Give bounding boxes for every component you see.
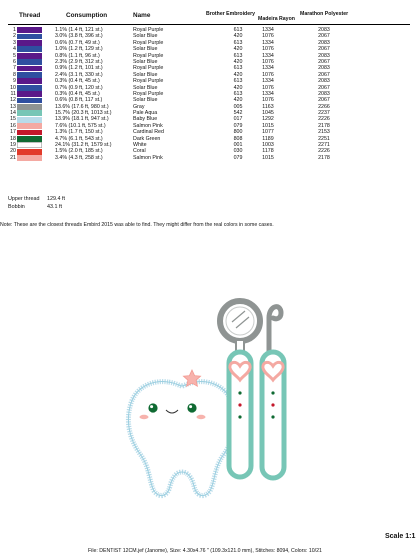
file-info: File: DENTIST 12CM.jef (Janome), Size: 4.30x4.76 " (109.3x121.0 mm), Stitches: 8094, Colors: 10/21: [88, 548, 322, 554]
madeira-code-cell: 1015: [262, 154, 274, 161]
madeira-code-cell: 1076: [262, 71, 274, 78]
brother-code-cell: 613: [233, 52, 243, 59]
header-thread: Thread: [19, 12, 41, 19]
consumption-cell: 0.6% (0.8 ft, 117 st.): [55, 97, 103, 104]
consumption-cell: 13.9% (18.1 ft, 947 st.): [55, 116, 109, 123]
thread-number: 5: [13, 52, 16, 59]
marathon-code-cell: 2067: [318, 46, 330, 53]
madeira-code-cell: 1334: [262, 65, 274, 72]
marathon-code-cell: 2237: [318, 110, 330, 117]
thread-name-cell: Baby Blue: [133, 116, 158, 123]
brother-code-cell: 079: [233, 122, 243, 129]
brother-code-cell: 420: [233, 33, 243, 40]
marathon-code-cell: 2067: [318, 58, 330, 65]
brother-code-cell: 420: [233, 71, 243, 78]
consumption-cell: 24.1% (31.2 ft, 1579 st.): [55, 142, 112, 149]
brother-code-cell: 808: [233, 135, 243, 142]
brother-code-cell: 420: [233, 97, 243, 104]
madeira-code-cell: 1076: [262, 58, 274, 65]
thread-name-cell: Dark Green: [133, 135, 161, 142]
marathon-code-cell: 2083: [318, 52, 330, 59]
thread-name-cell: Pale Aqua: [133, 110, 158, 117]
thread-name-cell: Royal Purple: [133, 52, 164, 59]
thread-name-cell: Royal Purple: [133, 27, 164, 33]
thread-number: 12: [10, 97, 16, 104]
brother-code-cell: 420: [233, 84, 243, 91]
marathon-code-cell: 2083: [318, 78, 330, 85]
consumption-cell: 13.6% (17.6 ft, 980 st.): [55, 103, 109, 110]
thread-name-cell: Gray: [133, 103, 145, 110]
consumption-cell: 0.9% (1.2 ft, 101 st.): [55, 65, 103, 72]
upper-thread-label: Upper thread: [8, 196, 40, 202]
consumption-cell: 0.3% (0.4 ft, 45 st.): [55, 90, 100, 97]
consumption-cell: 0.3% (0.4 ft, 45 st.): [55, 78, 100, 85]
marathon-code-cell: 2153: [318, 129, 330, 136]
brother-code-cell: 613: [233, 78, 243, 85]
brother-code-cell: 017: [233, 116, 243, 123]
consumption-cell: 3.0% (3.8 ft, 396 st.): [55, 33, 103, 40]
thread-name-cell: Solar Blue: [133, 84, 158, 91]
thread-name-cell: White: [133, 142, 147, 149]
marathon-code-cell: 2271: [318, 142, 330, 149]
brother-code-cell: 542: [233, 110, 243, 117]
thread-name-cell: Solar Blue: [133, 46, 158, 53]
tooth-illustration: [128, 370, 234, 496]
thread-name-cell: Coral: [133, 148, 146, 155]
thread-number: 15: [10, 116, 16, 123]
brother-code-cell: 079: [233, 154, 243, 161]
header-brother: Brother Embroidery: [206, 11, 256, 17]
brother-code-cell: 420: [233, 46, 243, 53]
header-madeira: Madeira Rayon: [258, 16, 295, 22]
thread-number: 16: [10, 122, 16, 129]
consumption-cell: 3.4% (4.3 ft, 258 st.): [55, 154, 103, 161]
madeira-code-cell: 1334: [262, 39, 274, 46]
brother-code-cell: 005: [233, 103, 243, 110]
header-marathon: Marathon Polyester: [300, 11, 349, 17]
madeira-code-cell: 1292: [262, 116, 274, 123]
dental-probe-illustration: [262, 307, 284, 478]
consumption-cell: 1.0% (1.2 ft, 129 st.): [55, 46, 103, 53]
madeira-code-cell: 1076: [262, 97, 274, 104]
thread-number: 19: [10, 142, 16, 149]
thread-number: 7: [13, 65, 16, 72]
marathon-code-cell: 2083: [318, 39, 330, 46]
thread-number: 3: [13, 39, 16, 46]
madeira-code-cell: 1015: [262, 122, 274, 129]
consumption-cell: 15.7% (20.3 ft, 1013 st.): [55, 110, 112, 117]
madeira-code-cell: 1334: [262, 52, 274, 59]
thread-name-cell: Salmon Pink: [133, 154, 163, 161]
thread-number: 21: [10, 154, 16, 161]
consumption-cell: 2.3% (2.9 ft, 312 st.): [55, 58, 103, 65]
brother-code-cell: 613: [233, 90, 243, 97]
madeira-code-cell: 1163: [262, 103, 274, 110]
brother-code-cell: 030: [233, 148, 243, 155]
consumption-cell: 0.7% (0.9 ft, 120 st.): [55, 84, 103, 91]
marathon-code-cell: 2251: [318, 135, 330, 142]
thread-name-cell: Royal Purple: [133, 65, 164, 72]
thread-name-cell: Solar Blue: [133, 71, 158, 78]
marathon-code-cell: 2083: [318, 27, 330, 33]
brother-code-cell: 613: [233, 65, 243, 72]
marathon-code-cell: 2178: [318, 154, 330, 161]
brother-code-cell: 800: [233, 129, 243, 136]
consumption-cell: 2.4% (3.1 ft, 330 st.): [55, 71, 103, 78]
header-consumption: Consumption: [66, 12, 108, 19]
madeira-code-cell: 1189: [262, 135, 274, 142]
thread-number: 20: [10, 148, 16, 155]
marathon-code-cell: 2178: [318, 122, 330, 129]
marathon-code-cell: 2067: [318, 97, 330, 104]
brother-code-cell: 420: [233, 58, 243, 65]
consumption-cell: 1.1% (1.4 ft, 121 st.): [55, 27, 103, 33]
consumption-cell: 1.3% (1.7 ft, 150 st.): [55, 129, 103, 136]
consumption-cell: 7.6% (10.1 ft, 575 st.): [55, 122, 106, 129]
thread-name-cell: Solar Blue: [133, 33, 158, 40]
marathon-code-cell: 2226: [318, 148, 330, 155]
brother-code-cell: 613: [233, 39, 243, 46]
thread-number: 8: [13, 71, 16, 78]
thread-number: 17: [10, 129, 16, 136]
thread-number: 18: [10, 135, 16, 142]
note-text: Note: These are the closest threads Embird 2015 was able to find. They might differ from the real colors in some cases.: [0, 222, 274, 228]
thread-name-cell: Royal Purple: [133, 90, 164, 97]
madeira-code-cell: 1178: [262, 148, 274, 155]
marathon-code-cell: 2083: [318, 65, 330, 72]
bobbin-value: 43.1 ft: [47, 204, 62, 210]
madeira-code-cell: 1334: [262, 90, 274, 97]
madeira-code-cell: 1077: [262, 129, 274, 136]
brother-code-cell: 001: [233, 142, 243, 149]
madeira-code-cell: 1076: [262, 84, 274, 91]
marathon-code-cell: 2083: [318, 90, 330, 97]
thread-number: 1: [13, 27, 16, 33]
marathon-code-cell: 2067: [318, 84, 330, 91]
thread-number: 11: [10, 90, 16, 97]
thread-name-cell: Royal Purple: [133, 39, 164, 46]
header-name: Name: [133, 12, 151, 19]
marathon-code-cell: 2067: [318, 33, 330, 40]
madeira-code-cell: 1076: [262, 46, 274, 53]
thread-number: 14: [10, 110, 16, 117]
thread-number: 4: [13, 46, 16, 53]
thread-number: 9: [13, 78, 16, 85]
marathon-code-cell: 2266: [318, 103, 330, 110]
thread-name-cell: Salmon Pink: [133, 122, 163, 129]
thread-number: 6: [13, 58, 16, 65]
thread-name-cell: Cardinal Red: [133, 129, 164, 136]
brother-code-cell: 613: [233, 27, 243, 33]
thread-number: 13: [10, 103, 16, 110]
thread-name-cell: Solar Blue: [133, 97, 158, 104]
thread-name-cell: Solar Blue: [133, 58, 158, 65]
madeira-code-cell: 1076: [262, 33, 274, 40]
consumption-cell: 1.5% (2.0 ft, 185 st.): [55, 148, 103, 155]
madeira-code-cell: 1334: [262, 78, 274, 85]
consumption-cell: 0.8% (1.1 ft, 96 st.): [55, 52, 100, 59]
madeira-code-cell: 1334: [262, 27, 274, 33]
marathon-code-cell: 2067: [318, 71, 330, 78]
thread-name-cell: Royal Purple: [133, 78, 164, 85]
thread-number: 2: [13, 33, 16, 40]
madeira-code-cell: 1003: [262, 142, 274, 149]
scale-label: Scale 1:1: [385, 533, 416, 540]
upper-thread-value: 129.4 ft: [47, 196, 65, 202]
bobbin-label: Bobbin: [8, 204, 25, 210]
consumption-cell: 0.6% (0.7 ft, 49 st.): [55, 39, 100, 46]
madeira-code-cell: 1045: [262, 110, 274, 117]
consumption-cell: 4.7% (6.1 ft, 543 st.): [55, 135, 103, 142]
thread-number: 10: [10, 84, 16, 91]
marathon-code-cell: 2226: [318, 116, 330, 123]
